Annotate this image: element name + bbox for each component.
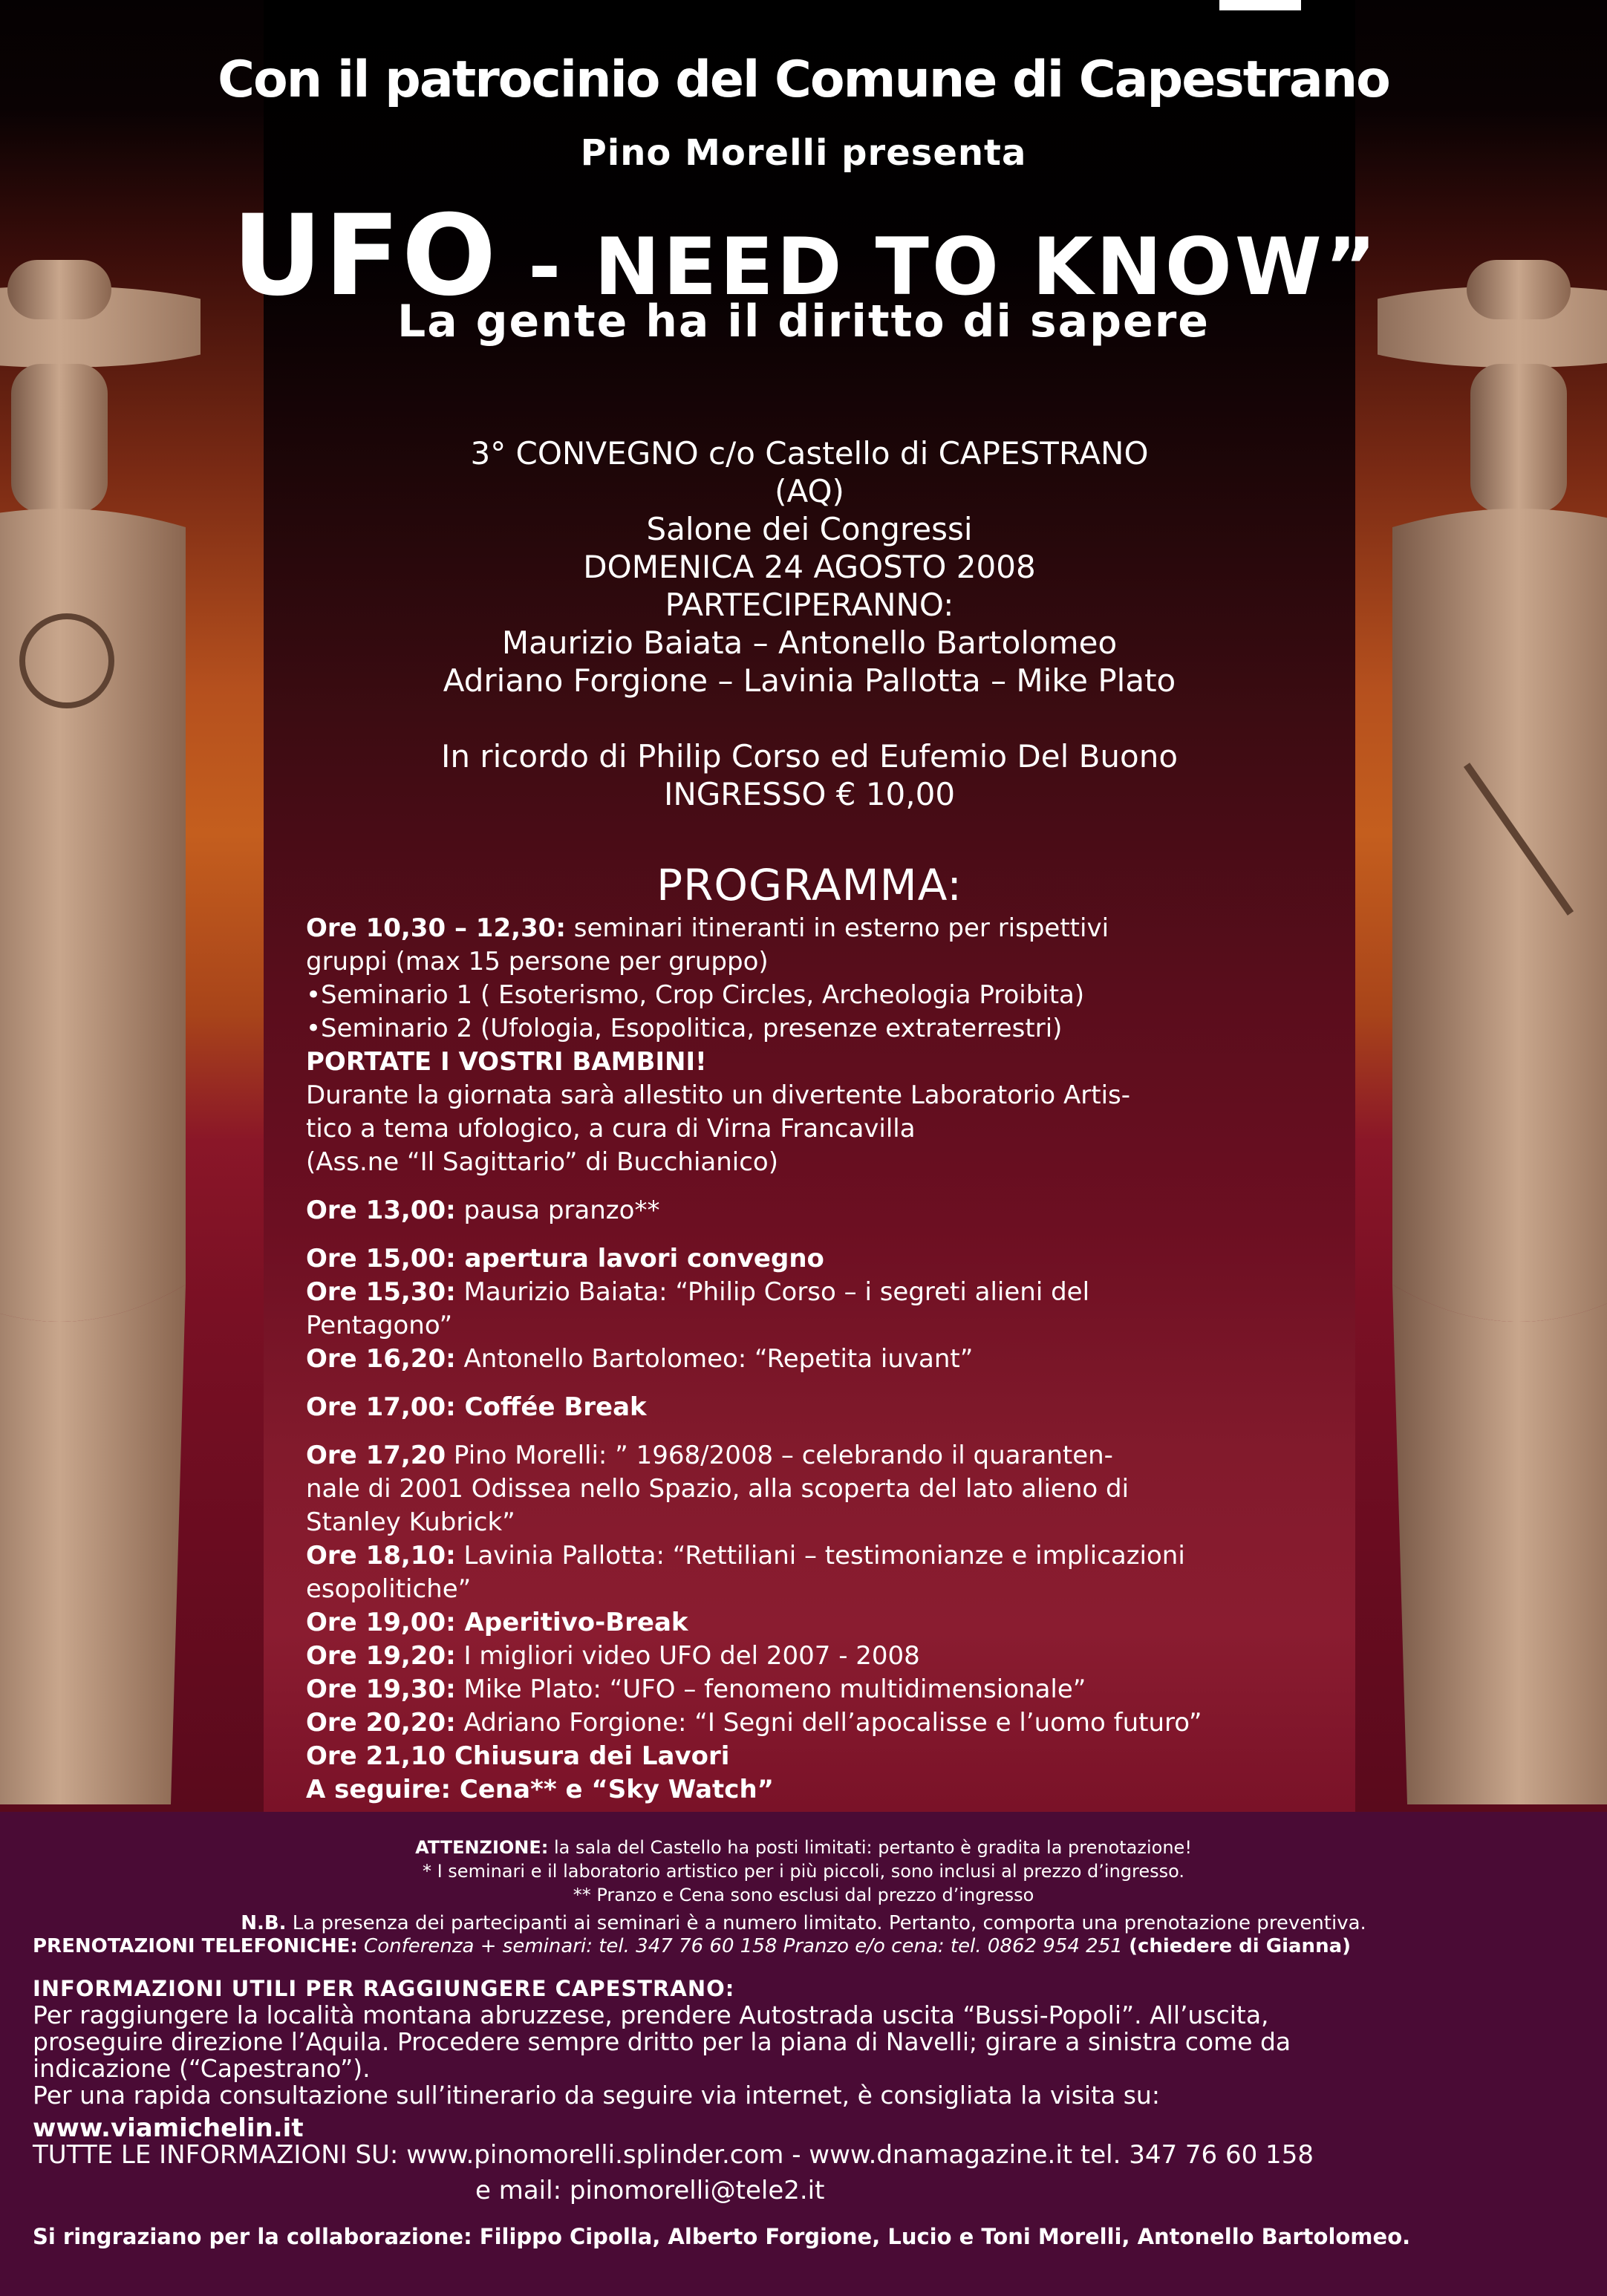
program-item: (Ass.ne “Il Sagittario” di Bucchianico) bbox=[306, 1147, 778, 1177]
info-title: INFORMAZIONI UTILI PER RAGGIUNGERE CAPESTRANO: bbox=[33, 1976, 735, 2001]
program-item: Ore 16,20: Antonello Bartolomeo: “Repetita iuvant” bbox=[306, 1344, 974, 1374]
directions bbox=[33, 2002, 1577, 2109]
warrior-statue-right bbox=[1378, 245, 1607, 1804]
directions-line: proseguire direzione l’Aquila. Procedere sempre dritto per la piana di Navelli; girare a sinistra come da bbox=[33, 2027, 1291, 2056]
note-line: ** Pranzo e Cena sono esclusi dal prezzo d’ingresso bbox=[573, 1885, 1034, 1905]
nb-line: N.B. La presenza dei partecipanti ai seminari è a numero limitato. Pertanto, comporta una prenotazione preventiva. bbox=[241, 1912, 1366, 1934]
program-item: Ore 15,00: apertura lavori convegno bbox=[306, 1244, 824, 1273]
event-line: 3° CONVEGNO c/o Castello di CAPESTRANO bbox=[470, 435, 1149, 472]
program-item: •Seminario 1 ( Esoterismo, Crop Circles, Archeologia Proibita) bbox=[306, 980, 1085, 1010]
phone-bookings: PRENOTAZIONI TELEFONICHE: Conferenza + seminari: tel. 347 76 60 158 Pranzo e/o cena: tel. 0862 954 251 (chiedere di Gianna) bbox=[33, 1935, 1352, 1957]
kids-title: PORTATE I VOSTRI BAMBINI! bbox=[306, 1047, 707, 1077]
program-item: Ore 19,20: I migliori video UFO del 2007 - 2008 bbox=[306, 1641, 920, 1671]
program-title: PROGRAMMA: bbox=[656, 860, 962, 910]
program-item: esopolitiche” bbox=[306, 1574, 472, 1604]
directions-line: Per raggiungere la località montana abruzzese, prendere Autostrada uscita “Bussi-Popoli”. All’uscita, bbox=[33, 2000, 1269, 2029]
program-item: Ore 21,10 Chiusura dei Lavori bbox=[306, 1741, 730, 1771]
viamichelin-link[interactable]: www.viamichelin.it bbox=[33, 2113, 304, 2143]
program-list bbox=[306, 912, 1286, 1807]
event-line: In ricordo di Philip Corso ed Eufemio Del Buono bbox=[440, 738, 1179, 774]
program-item: Ore 15,30: Maurizio Baiata: “Philip Corso – i segreti alieni del bbox=[306, 1277, 1090, 1307]
thanks-line: Si ringraziano per la collaborazione: Filippo Cipolla, Alberto Forgione, Lucio e Toni Morelli, Antonello Bartolomeo. bbox=[33, 2224, 1411, 2249]
program-item: nale di 2001 Odissea nello Spazio, alla scoperta del lato alieno di bbox=[306, 1474, 1130, 1504]
event-line: Salone dei Congressi bbox=[646, 511, 973, 547]
program-item: A seguire: Cena** e “Sky Watch” bbox=[306, 1775, 774, 1804]
warrior-statue-left bbox=[0, 245, 201, 1804]
event-line: (AQ) bbox=[775, 473, 844, 509]
program-item: tico a tema ufologico, a cura di Virna Francavilla bbox=[306, 1114, 916, 1144]
all-info-line: TUTTE LE INFORMAZIONI SU: www.pinomorelli.splinder.com - www.dnamagazine.it tel. 347 76 60 158 bbox=[33, 2140, 1314, 2170]
program-item: Durante la giornata sarà allestito un divertente Laboratorio Artis- bbox=[306, 1080, 1130, 1110]
program-item: Ore 19,30: Mike Plato: “UFO – fenomeno multidimensionale” bbox=[306, 1674, 1086, 1704]
event-subtitle: La gente ha il diritto di sapere bbox=[397, 296, 1210, 348]
patronage-line: Con il patrocinio del Comune di Capestrano bbox=[218, 50, 1389, 109]
attention-notes bbox=[0, 1836, 1607, 1907]
program-item: Ore 20,20: Adriano Forgione: “I Segni dell’apocalisse e l’uomo futuro” bbox=[306, 1708, 1202, 1738]
program-item: Stanley Kubrick” bbox=[306, 1507, 515, 1537]
attention-line: ATTENZIONE: la sala del Castello ha posti limitati: pertanto è gradita la prenotazione! bbox=[415, 1837, 1192, 1858]
directions-line: indicazione (“Capestrano”). bbox=[33, 2054, 371, 2083]
event-line: Adriano Forgione – Lavinia Pallotta – Mike Plato bbox=[443, 662, 1176, 699]
program-item: Ore 19,00: Aperitivo-Break bbox=[306, 1608, 688, 1637]
note-line: * I seminari e il laboratorio artistico per i più piccoli, sono inclusi al prezzo d’ingresso. bbox=[422, 1861, 1185, 1882]
program-item: •Seminario 2 (Ufologia, Esopolitica, presenze extraterrestri) bbox=[306, 1014, 1063, 1043]
event-line: INGRESSO € 10,00 bbox=[663, 776, 956, 812]
title-ufo: UFO bbox=[232, 192, 498, 321]
website-links bbox=[33, 2115, 1314, 2168]
program-item: Ore 13,00: pausa pranzo** bbox=[306, 1196, 660, 1225]
directions-line: Per una rapida consultazione sull’itinerario da seguire via internet, è consigliata la visita su: bbox=[33, 2081, 1160, 2110]
email-line: e mail: pinomorelli@tele2.it bbox=[475, 2176, 825, 2205]
event-line: DOMENICA 24 AGOSTO 2008 bbox=[583, 549, 1036, 585]
event-line: Maurizio Baiata – Antonello Bartolomeo bbox=[501, 624, 1118, 661]
event-line: PARTECIPERANNO: bbox=[665, 587, 954, 623]
program-item: Ore 17,00: Coffée Break bbox=[306, 1392, 647, 1422]
presenter-line: Pino Morelli presenta bbox=[580, 132, 1027, 174]
title-rest: - NEED TO KNOW” bbox=[498, 221, 1380, 313]
event-details bbox=[264, 434, 1355, 813]
program-item: Ore 10,30 – 12,30: seminari itineranti in esterno per rispettivi bbox=[306, 913, 1109, 943]
top-decoration bbox=[1219, 0, 1301, 10]
program-item: Pentagono” bbox=[306, 1311, 453, 1340]
program-item: Ore 18,10: Lavinia Pallotta: “Rettiliani – testimonianze e implicazioni bbox=[306, 1541, 1185, 1571]
program-item: Ore 17,20 Pino Morelli: ” 1968/2008 – celebrando il quaranten- bbox=[306, 1441, 1113, 1470]
program-item: gruppi (max 15 persone per gruppo) bbox=[306, 947, 769, 976]
